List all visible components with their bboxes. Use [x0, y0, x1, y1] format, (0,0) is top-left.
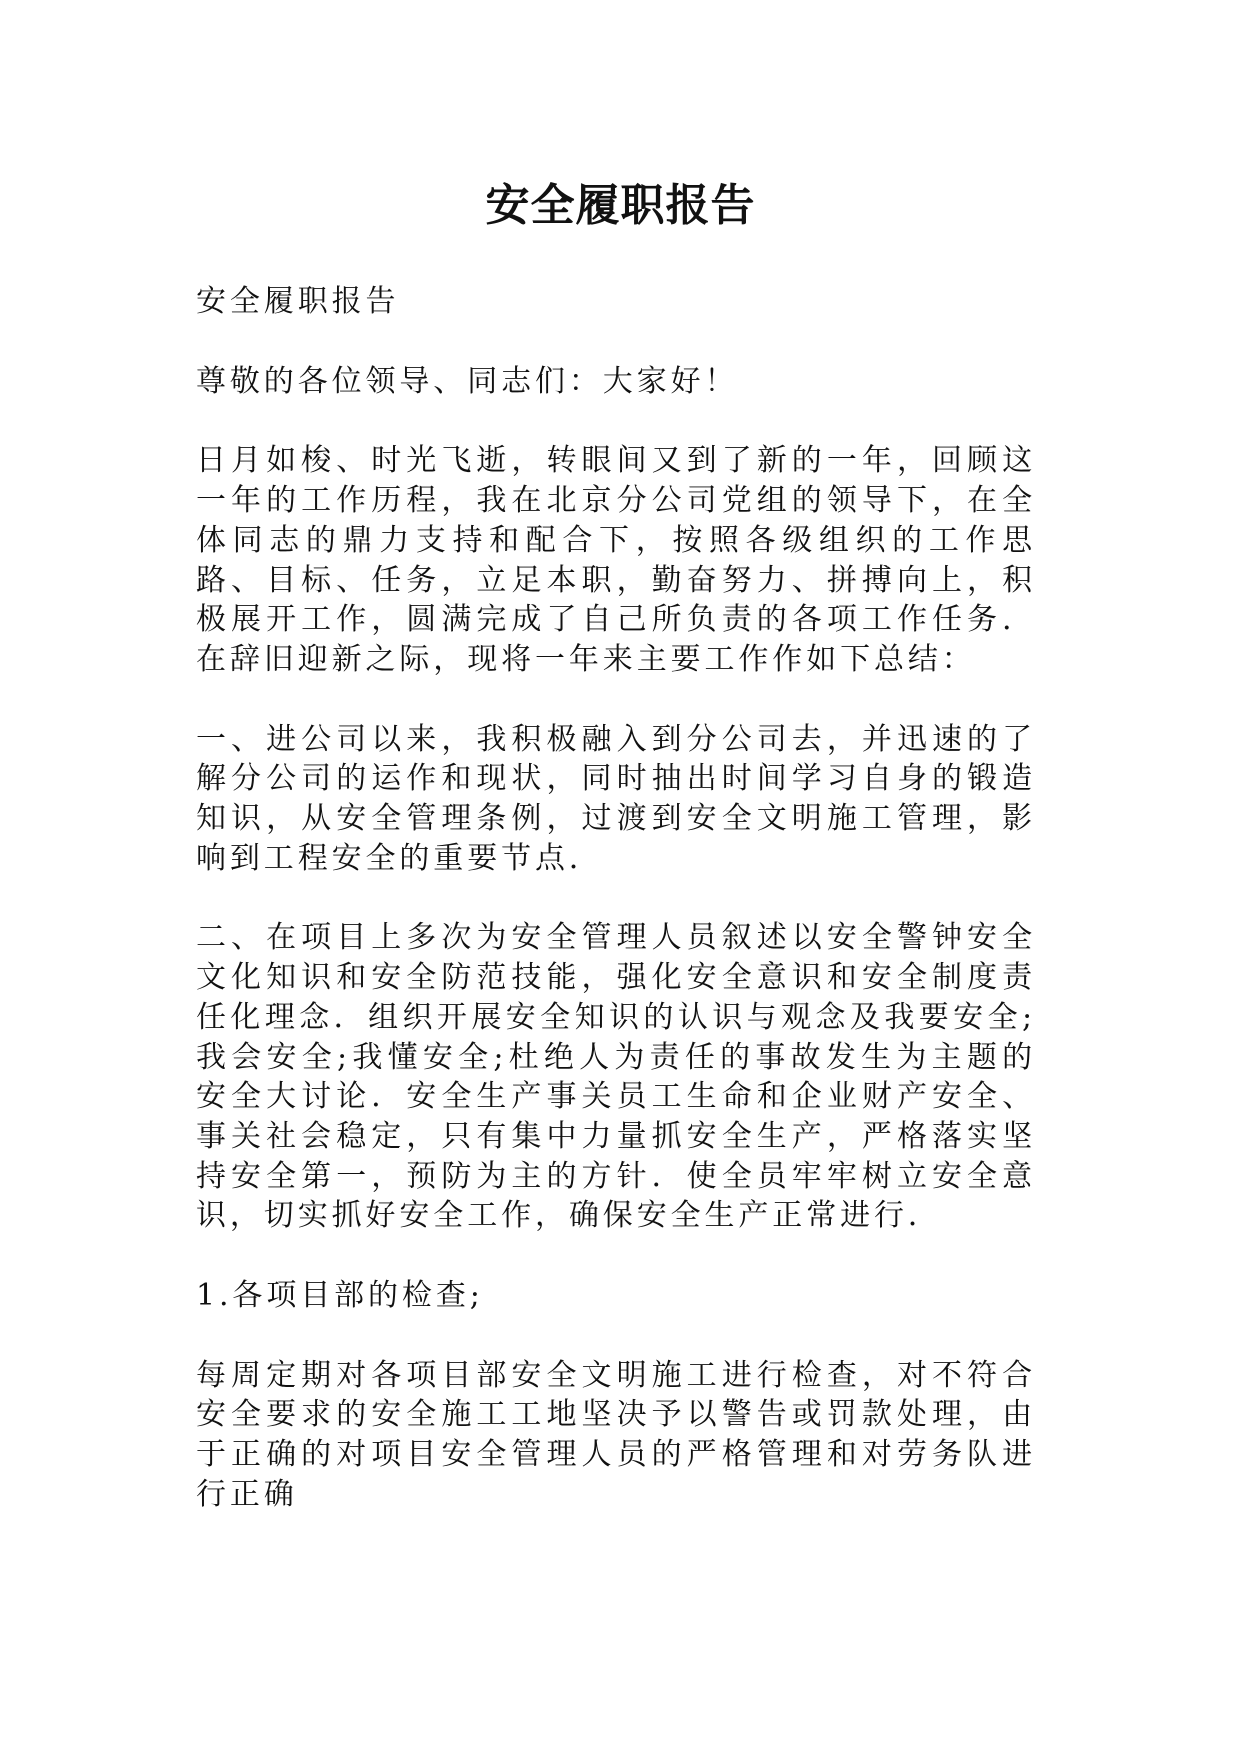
paragraph-heading: 安全履职报告: [196, 284, 400, 319]
paragraph-section-2: 二、在项目上多次为安全管理人员叙述以安全警钟安全文化知识和安全防范技能，强化安全意识和安全制度责任化理念．组织开展安全知识的认识与观念及我要安全;我会安全;我懂安全;杜绝人为责任的事故发生为主题的安全大讨论．安全生产事关员工生命和企业财产安全、事关社会稳定，只有集中力量抓安全生产，严格落实坚持安全第一，预防为主的方针．使全员牢牢树立安全意识，切实抓好安全工作，确保安全生产正常进行．: [196, 920, 1036, 1234]
document-title: 安全履职报告: [485, 180, 756, 231]
paragraph-greeting: 尊敬的各位领导、同志们：大家好！: [196, 363, 739, 399]
paragraph-item-1: 1.各项目部的检查;: [196, 1278, 484, 1314]
paragraph-intro: 日月如梭、时光飞逝，转眼间又到了新的一年，回顾这一年的工作历程，我在北京分公司党组的领导下，在全体同志的鼎力支持和配合下，按照各级组织的工作思路、目标、任务，立足本职，勤奋努力、拼搏向上，积极展开工作，圆满完成了自己所负责的各项工作任务．在辞旧迎新之际，现将一年来主要工作作如下总结：: [196, 443, 1036, 677]
paragraph-section-1: 一、进公司以来，我积极融入到分公司去，并迅速的了解分公司的运作和现状，同时抽出时间学习自身的锻造知识，从安全管理条例，过渡到安全文明施工管理，影响到工程安全的重要节点．: [196, 721, 1036, 876]
document-body: [196, 282, 1036, 1555]
paragraph-inspection: 每周定期对各项目部安全文明施工进行检查，对不符合安全要求的安全施工工地坚决予以警告或罚款处理，由于正确的对项目安全管理人员的严格管理和对劳务队进行正确: [196, 1357, 1036, 1512]
